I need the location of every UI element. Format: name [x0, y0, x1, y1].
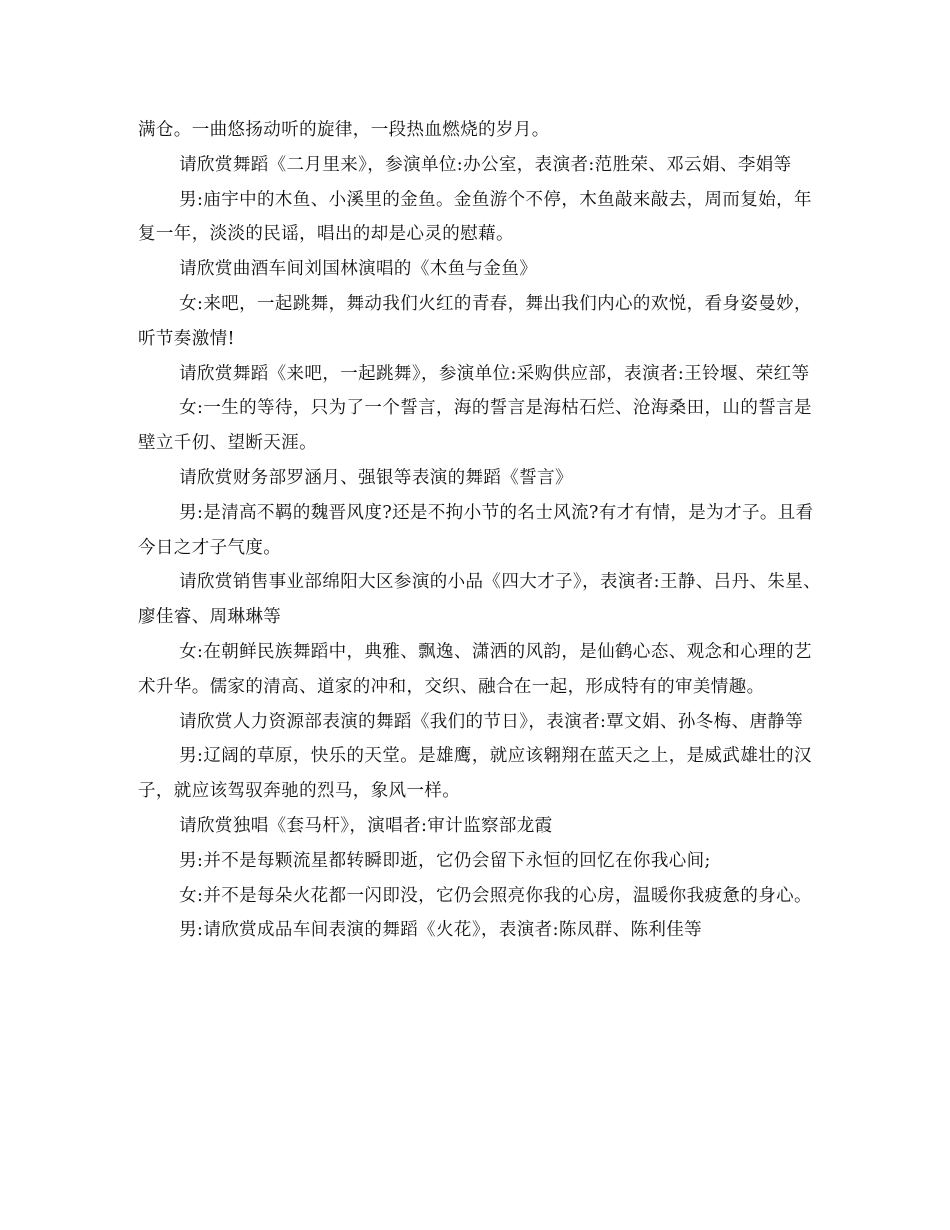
- paragraph: 男:请欣赏成品车间表演的舞蹈《火花》，表演者:陈凤群、陈利佳等: [179, 920, 703, 941]
- paragraph: 男:辽阔的草原，快乐的天堂。是雄鹰，就应该翱翔在蓝天之上，是威武雄壮的汉子，就应该驾驭奔驰的烈马，象风一样。: [138, 746, 812, 802]
- paragraph: 男:是清高不羁的魏晋风度?还是不拘小节的名士风流?有才有情，是为才子。且看今日之才子气度。: [138, 502, 814, 558]
- paragraph: 请欣赏舞蹈《来吧，一起跳舞》，参演单位:采购供应部，表演者:王铃堰、荣红等: [179, 363, 810, 384]
- paragraph: 请欣赏独唱《套马杆》，演唱者:审计监察部龙霞: [179, 815, 553, 836]
- paragraph: 女:在朝鲜民族舞蹈中，典雅、飘逸、潇洒的风韵，是仙鹤心态、观念和心理的艺术升华。儒家的清高、道家的冲和，交织、融合在一起，形成特有的审美情趣。: [138, 641, 812, 697]
- paragraph: 请欣赏人力资源部表演的舞蹈《我们的节日》，表演者:覃文娟、孙冬梅、唐静等: [179, 711, 804, 732]
- paragraph: 男:并不是每颗流星都转瞬即逝，它仍会留下永恒的回忆在你我心间;: [179, 850, 711, 871]
- paragraph: 满仓。一曲悠扬动听的旋律，一段热血燃烧的岁月。: [138, 120, 550, 140]
- paragraph: 男:庙宇中的木鱼、小溪里的金鱼。金鱼游个不停，木鱼敲来敲去，周而复始，年复一年，淡淡的民谣，唱出的却是心灵的慰藉。: [138, 189, 812, 245]
- paragraph: 请欣赏曲酒车间刘国林演唱的《木鱼与金鱼》: [179, 259, 538, 280]
- paragraph: 女:并不是每朵火花都一闪即没，它仍会照亮你我的心房，温暖你我疲惫的身心。: [179, 885, 812, 906]
- paragraph: 请欣赏舞蹈《二月里来》，参演单位:办公室，表演者:范胜荣、邓云娟、李娟等: [179, 154, 792, 175]
- paragraph: 女:来吧，一起跳舞，舞动我们火红的青春，舞出我们内心的欢悦，看身姿曼妙，听节奏激情!: [138, 293, 812, 349]
- paragraph: 女:一生的等待，只为了一个誓言，海的誓言是海枯石烂、沧海桑田，山的誓言是壁立千仞、望断天涯。: [138, 398, 812, 454]
- paragraph: 请欣赏销售事业部绵阳大区参演的小品《四大才子》，表演者:王静、吕丹、朱星、廖佳睿、周琳琳等: [138, 572, 822, 628]
- paragraph: 请欣赏财务部罗涵月、强银等表演的舞蹈《誓言》: [179, 467, 573, 488]
- document-body: [138, 113, 828, 948]
